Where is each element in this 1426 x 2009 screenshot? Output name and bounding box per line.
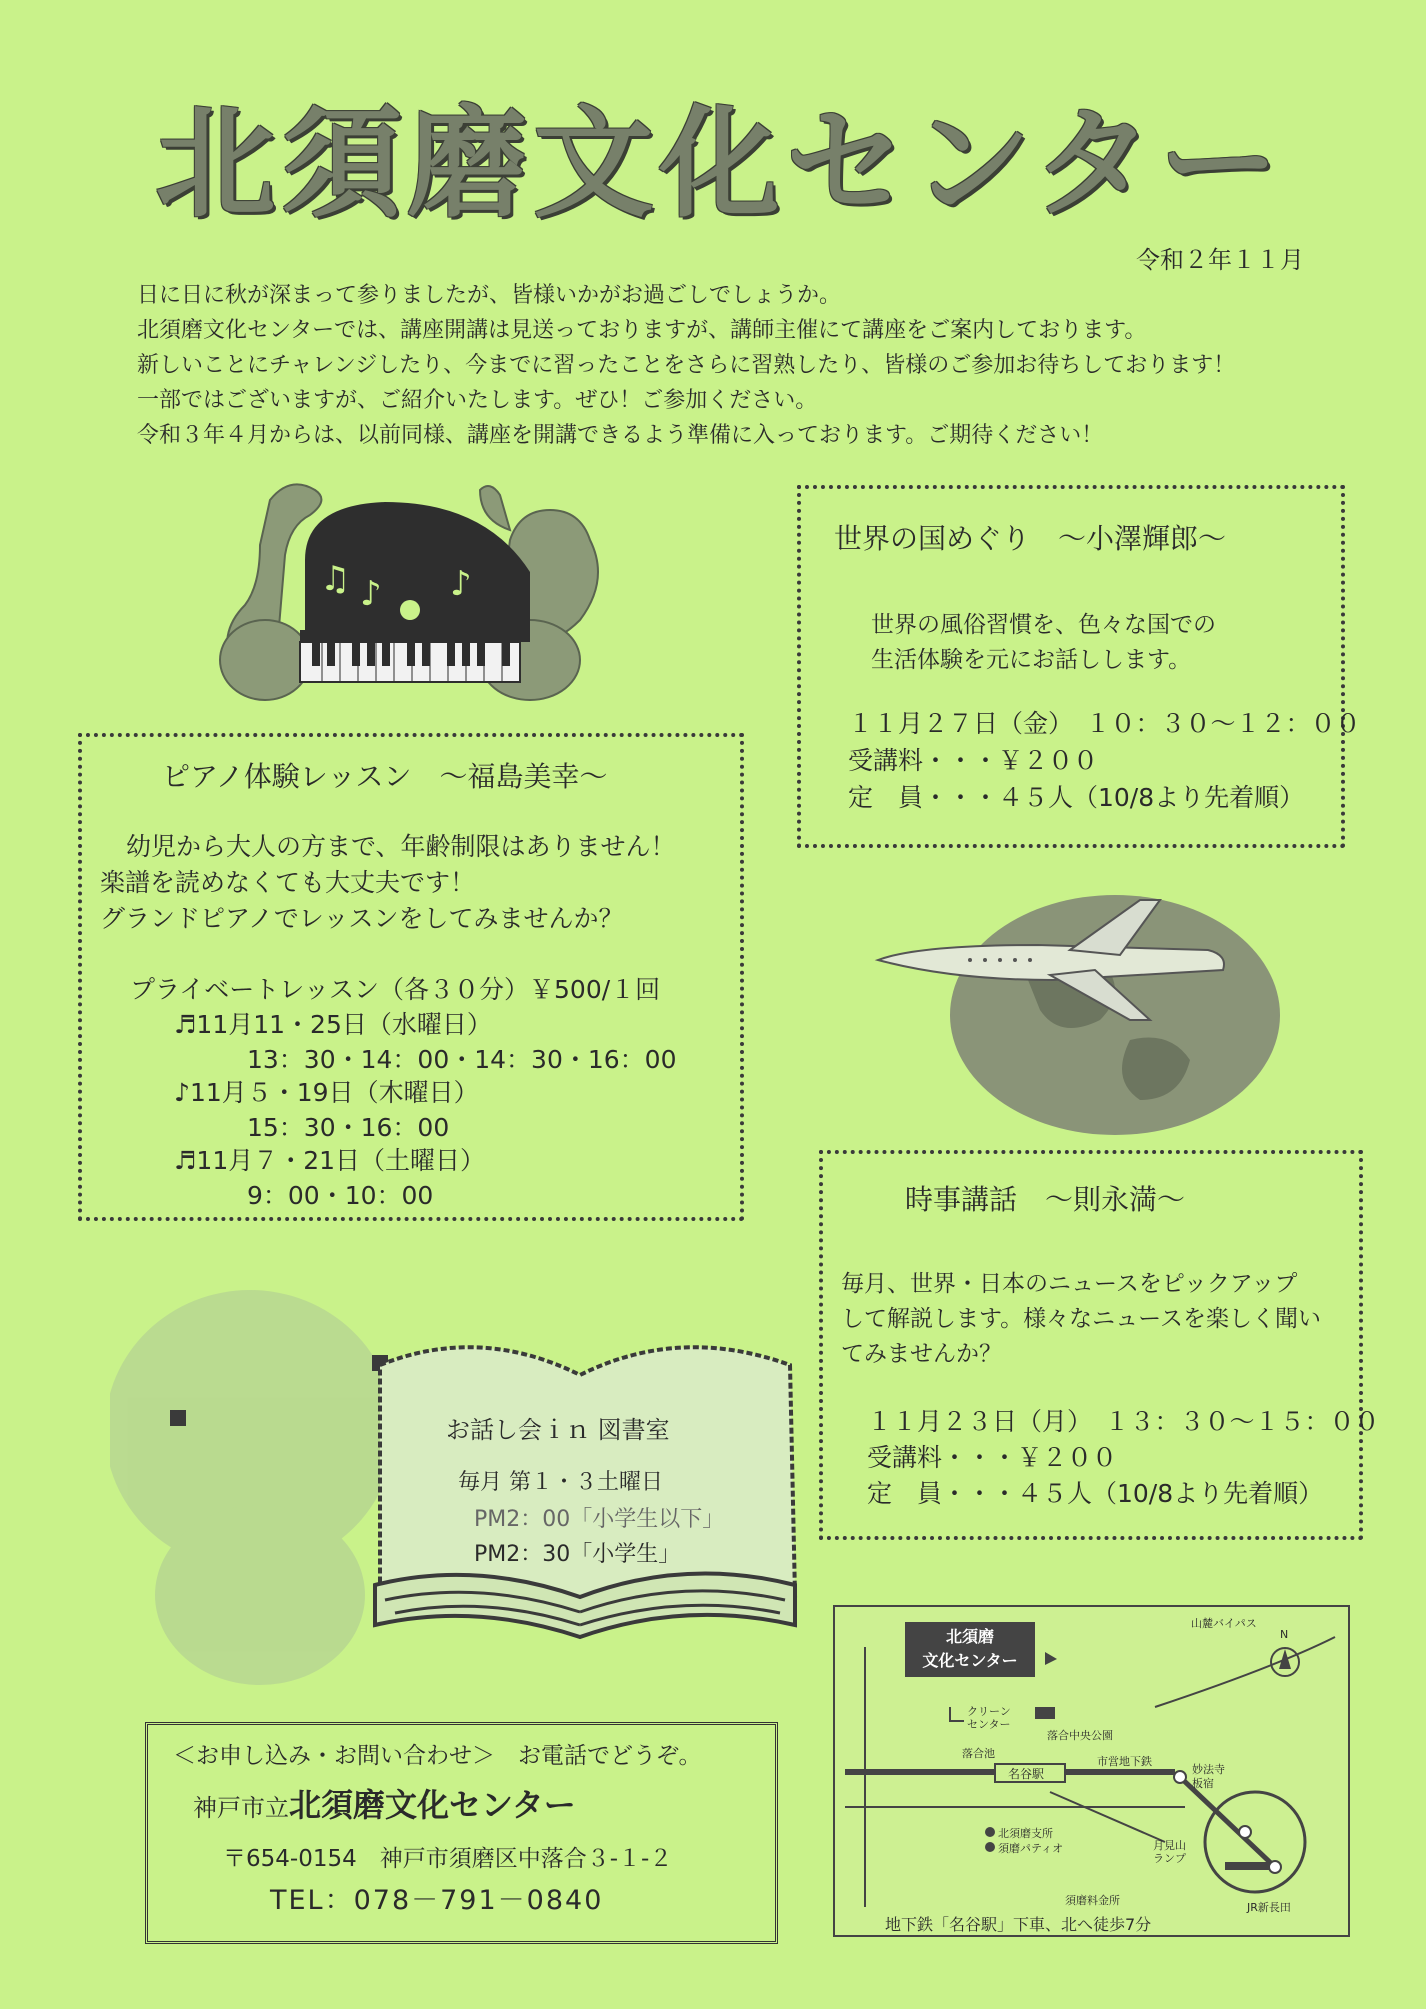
map-label-pond: 落合池 (962, 1747, 995, 1760)
world-course-box (797, 485, 1361, 848)
org-prefix: 神戸市立 (193, 1794, 289, 1822)
world-course-fee: 受講料・・・￥２００ (848, 746, 1099, 775)
current-affairs-desc: てみませんか？ (841, 1341, 1002, 1367)
piano-schedule-date: ♬11月７・21日（土曜日） (174, 1146, 486, 1175)
intro-line: 新しいことにチャレンジしたり、今までに習ったことをさらに習熟したり、皆様のご参加お待ちしております！ (137, 353, 1236, 378)
map-center-label-line: 文化センター (922, 1651, 1018, 1670)
svg-text:♪: ♪ (360, 574, 382, 614)
map-label-line: クリーン (967, 1705, 1011, 1718)
map-label-subway: 市営地下鉄 (1097, 1755, 1152, 1768)
map-label-line: ランプ (1153, 1852, 1186, 1865)
map-label-patio: 須磨パティオ (998, 1842, 1064, 1855)
contact-phone: TEL：078－791－0840 (270, 1885, 604, 1916)
intro-line: 令和３年４月からは、以前同様、講座を開講できるよう準備に入っております。ご期待ください！ (137, 423, 1104, 448)
contact-address: 〒654-0154 神戸市須磨区中落合３-１-２ (223, 1846, 673, 1872)
airplane-globe-illustration (870, 880, 1300, 1140)
storytime-schedule: 毎月 第１・３土曜日 (458, 1470, 663, 1495)
storytime-time: PM2：30「小学生」 (474, 1542, 681, 1567)
map-label-line: センター (967, 1718, 1011, 1731)
piano-course-desc: 幼児から大人の方まで、年齢制限はありません！ (126, 832, 676, 861)
piano-course-box (78, 733, 744, 1221)
piano-course-desc: 楽譜を読めなくても大丈夫です！ (100, 868, 476, 897)
current-affairs-fee: 受講料・・・￥２００ (867, 1443, 1118, 1472)
contact-box (145, 1722, 778, 1944)
intro-line: 北須磨文化センターでは、講座開講は見送っておりますが、講師主催にて講座をご案内しております。 (137, 318, 1147, 343)
map-label-nayaeki: 名谷駅 (1008, 1767, 1045, 1781)
current-affairs-datetime: １１月２３日（月） １３：３０～１５：００ (867, 1407, 1380, 1436)
intro-text (137, 278, 1337, 453)
intro-line: 一部ではございますが、ご紹介いたします。ぜひ！ご参加ください。 (137, 388, 818, 413)
world-course-desc: 世界の風俗習慣を、色々な国での (871, 612, 1216, 638)
piano-schedule-date: ♪11月５・19日（木曜日） (174, 1078, 479, 1107)
piano-schedule-time: 13：30・14：00・14：30・16：00 (247, 1045, 677, 1074)
map-label-clean-center (967, 1705, 1011, 1731)
piano-course-title: ピアノ体験レッスン ～福島美幸～ (162, 760, 608, 793)
map-label-park: 落合中央公園 (1047, 1729, 1113, 1742)
org-name: 北須磨文化センター (289, 1786, 576, 1824)
map-center-label (905, 1625, 1035, 1673)
piano-private-lesson: プライベートレッスン（各３０分）￥500/１回 (130, 975, 661, 1004)
world-course-title: 世界の国めぐり ～小澤輝郎～ (834, 522, 1227, 555)
piano-schedule-date: ♬11月11・25日（水曜日） (174, 1010, 492, 1039)
map-label-bypass: 山麓バイパス (1191, 1617, 1257, 1630)
issue-date: 令和２年１１月 (1136, 246, 1304, 274)
map-label-line: 月見山 (1153, 1839, 1186, 1852)
map-center-label-line: 北須磨 (945, 1627, 994, 1646)
current-affairs-capacity: 定 員・・・４５人（10/8より先着順） (867, 1479, 1324, 1508)
map-label-line: 板宿 (1192, 1777, 1214, 1790)
piano-schedule-time: 15：30・16：00 (247, 1113, 450, 1142)
north-icon: N (1280, 1628, 1289, 1641)
current-affairs-desc: して解説します。様々なニュースを楽しく聞い (841, 1306, 1322, 1332)
contact-heading: ＜お申し込み・お問い合わせ＞ お電話でどうぞ。 (173, 1743, 702, 1769)
map-label-line: 妙法寺 (1192, 1763, 1225, 1776)
world-course-capacity: 定 員・・・４５人（10/8より先着順） (848, 783, 1305, 812)
map-label-tsukimiyama (1153, 1839, 1186, 1865)
page-title: 北須磨文化センター (155, 95, 1285, 234)
piano-illustration (210, 470, 630, 720)
map-label-jr: JR新長田 (1247, 1901, 1291, 1914)
intro-line: 日に日に秋が深まって参りましたが、皆様いかがお過ごしでしょうか。 (137, 283, 842, 308)
piano-schedule-time: 9：00・10：00 (247, 1181, 434, 1210)
map-label-ryokin: 須磨料金所 (1065, 1894, 1120, 1907)
access-map (833, 1605, 1350, 1937)
world-course-desc: 生活体験を元にお話しします。 (871, 647, 1192, 673)
current-affairs-desc: 毎月、世界・日本のニュースをピックアップ (841, 1271, 1298, 1297)
storytime-time: PM2：00「小学生以下」 (474, 1507, 725, 1532)
current-affairs-box (819, 1150, 1380, 1540)
svg-text:♪: ♪ (450, 564, 472, 604)
map-caption: 地下鉄「名谷駅」下車、北へ徒歩7分 (885, 1915, 1152, 1934)
current-affairs-title: 時事講話 ～則永満～ (905, 1183, 1186, 1216)
world-course-datetime: １１月２７日（金） １０：３０～１２：００ (848, 709, 1361, 738)
piano-course-desc: グランドピアノでレッスンをしてみませんか？ (100, 904, 624, 933)
storytime-text (446, 1410, 766, 1568)
storytime-title: お話し会ｉｎ 図書室 (446, 1416, 670, 1444)
contact-organization (193, 1780, 576, 1826)
map-label-myohoji (1192, 1763, 1225, 1791)
svg-text:♫: ♫ (320, 559, 351, 599)
map-label-branch: 北須磨支所 (998, 1827, 1053, 1840)
